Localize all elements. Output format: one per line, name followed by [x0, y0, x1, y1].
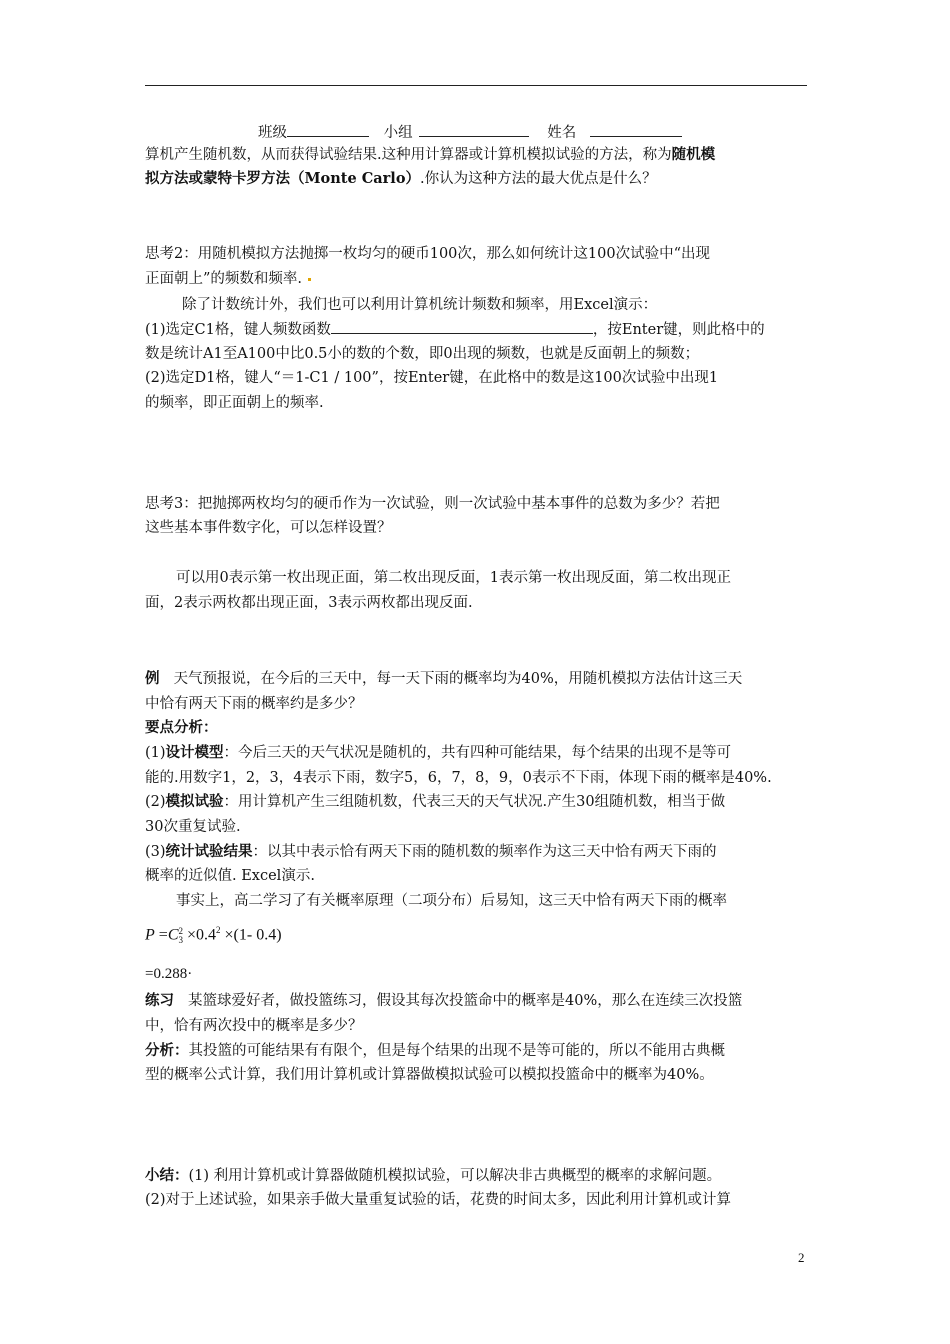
text-line: 练习 某篮球爱好者，做投篮练习，假设其每次投篮命中的概率是40%，那么在连续三次投篮	[145, 992, 743, 1009]
text-line: 除了计数统计外，我们也可以利用计算机统计频数和频率，用Excel演示：	[182, 297, 658, 313]
text-line: (2)选定D1格，键人“＝1-C1 / 100”，按Enter键，在此格中的数是这100次试验中出现1	[145, 370, 719, 386]
text-line: 这些基本事件数字化，可以怎样设置？	[145, 520, 392, 536]
text-line: 要点分析：	[145, 719, 218, 736]
text-line: 的频率，即正面朝上的频率.	[145, 395, 324, 411]
text-line: 例 天气预报说，在今后的三天中，每一天下雨的概率均为40%，用随机模拟方法估计这三天	[145, 670, 743, 687]
name-label: 姓名	[547, 125, 577, 141]
text-line: 中，恰有两次投中的概率是多少？	[145, 1018, 363, 1034]
function-blank	[331, 319, 593, 334]
text-line: 能的.用数字1，2，3，4表示下雨，数字5，6，7，8，9，0表示不下雨，体现下雨的概率是40%.	[145, 770, 772, 786]
header-fields	[258, 122, 923, 143]
text-line: 中恰有两天下雨的概率约是多少？	[145, 696, 363, 712]
group-label: 小组	[383, 125, 413, 141]
text-line: 拟方法或蒙特卡罗方法（Monte Carlo）.你认为这种方法的最大优点是什么？	[145, 170, 657, 187]
text-line: 思考3：把抛掷两枚均匀的硬币作为一次试验，则一次试验中基本事件的总数为多少？若把	[145, 496, 720, 512]
text-line: 可以用0表示第一枚出现正面，第二枚出现反面，1表示第一枚出现反面，第二枚出现正	[176, 570, 731, 586]
text-line: 小结：(1) 利用计算机或计算器做随机模拟试验，可以解决非古典概型的概率的求解问题。	[145, 1167, 722, 1184]
text-line: (2)模拟试验：用计算机产生三组随机数，代表三天的天气状况.产生30组随机数，相当于做	[145, 793, 726, 810]
text-line: 正面朝上”的频数和频率.	[145, 269, 810, 289]
text-line: 概率的近似值. Excel演示.	[145, 868, 315, 884]
text-line: (2)对于上述试验，如果亲手做大量重复试验的话，花费的时间太多，因此利用计算机或计算	[145, 1192, 732, 1208]
page-number: 2	[798, 1250, 805, 1265]
class-label: 班级	[258, 125, 287, 141]
text-line: (1)设计模型：今后三天的天气状况是随机的，共有四种可能结果，每个结果的出现不是等可	[145, 744, 732, 761]
probability-result: =0.288·	[145, 966, 193, 982]
text-line: 面，2表示两枚都出现正面，3表示两枚都出现反面.	[145, 595, 473, 611]
text-line: 30次重复试验.	[145, 819, 241, 835]
text-line: 分析：其投篮的可能结果有有限个，但是每个结果的出现不是等可能的，所以不能用古典概	[145, 1042, 725, 1059]
text-line: 数是统计A1至A100中比0.5小的数的个数，即0出现的频数，也就是反面朝上的频数；	[145, 346, 700, 362]
probability-formula: P =C 2 3 $\times 0.4^2 \times(1-$ 0.4)	[145, 925, 282, 945]
text-line: (3)统计试验结果：以其中表示恰有两天下雨的随机数的频率作为这三天中恰有两天下雨的	[145, 843, 717, 860]
class-blank	[287, 122, 369, 137]
text-line: 算机产生随机数，从而获得试验结果.这种用计算器或计算机模拟试验的方法，称为随机模	[145, 146, 716, 163]
group-blank	[419, 122, 529, 137]
text-line: (1)选定C1格，键人频数函数 ，按Enter键，则此格中的	[145, 319, 810, 340]
text-line: 思考2：用随机模拟方法抛掷一枚均匀的硬币100次，那么如何统计这100次试验中“出现	[145, 246, 710, 262]
text-line: 型的概率公式计算，我们用计算机或计算器做模拟试验可以模拟投篮命中的概率为40%。	[145, 1067, 714, 1083]
text-line: 事实上，高二学习了有关概率原理（二项分布）后易知，这三天中恰有两天下雨的概率	[176, 893, 727, 909]
header-rule	[145, 85, 807, 86]
name-blank	[590, 122, 682, 137]
mark-dot	[308, 278, 311, 281]
